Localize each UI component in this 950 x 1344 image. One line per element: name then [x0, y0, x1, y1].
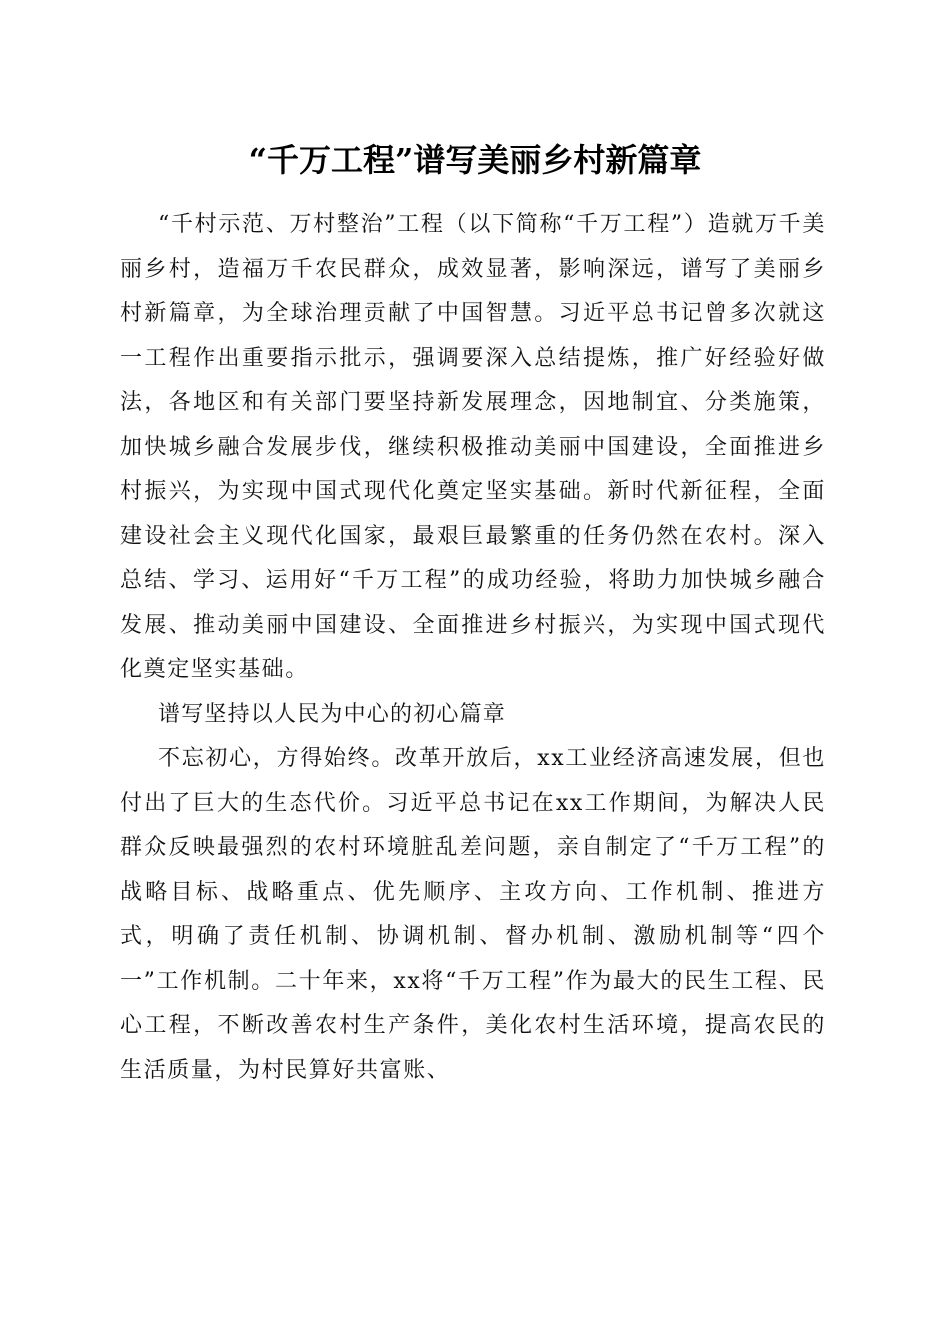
intro-paragraph: “千村示范、万村整治”工程（以下简称“千万工程”）造就万千美丽乡村，造福万千农民群众，成效显著，影响深远，谱写了美丽乡村新篇章，为全球治理贡献了中国智慧。习近平总书记曾多次就这一工程作出重要指示批示，强调要深入总结提炼，推广好经验好做法，各地区和有关部门要坚持新发展理念，因地制宜、分类施策，加快城乡融合发展步伐，继续积极推动美丽中国建设，全面推进乡村振兴，为实现中国式现代化奠定坚实基础。新时代新征程，全面建设社会主义现代化国家，最艰巨最繁重的任务仍然在农村。深入总结、学习、运用好“千万工程”的成功经验，将助力加快城乡融合发展、推动美丽中国建设、全面推进乡村振兴，为实现中国式现代化奠定坚实基础。 [120, 212, 826, 682]
document-body [120, 203, 826, 1093]
section-heading: 谱写坚持以人民为中心的初心篇章 [158, 701, 507, 727]
document-title: “千万工程”谱写美丽乡村新篇章 [248, 141, 702, 179]
section-paragraph: 不忘初心，方得始终。改革开放后，xx工业经济高速发展，但也付出了巨大的生态代价。习近平总书记在xx工作期间，为解决人民群众反映最强烈的农村环境脏乱差问题，亲自制定了“千万工程”的战略目标、战略重点、优先顺序、主攻方向、工作机制、推进方式，明确了责任机制、协调机制、督办机制、激励机制等“四个一”工作机制。二十年来，xx将“千万工程”作为最大的民生工程、民心工程，不断改善农村生产条件，美化农村生活环境，提高农民的生活质量，为村民算好共富账、 [120, 746, 826, 1083]
